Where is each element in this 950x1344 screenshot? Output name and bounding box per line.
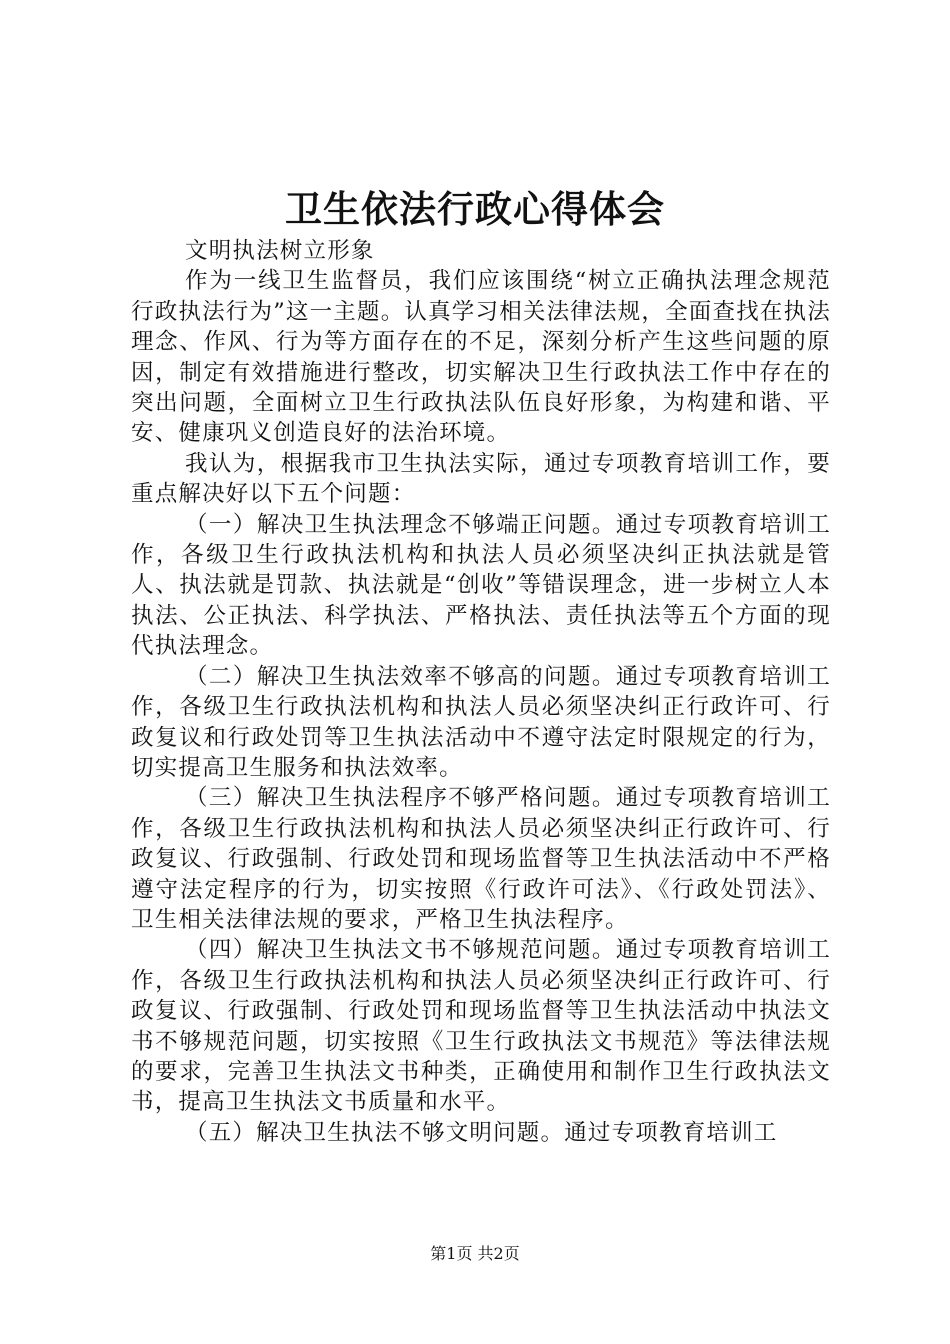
paragraph-item-2: （二）解决卫生执法效率不够高的问题。通过专项教育培训工作，各级卫生行政执法机构和执法人员必须坚决纠正行政许可、行政复议和行政处罚等卫生执法活动中不遵守法定时限规定的行为，切实提高卫生服务和执法效率。	[131, 663, 831, 781]
subheading: 文明执法树立形象	[185, 238, 375, 264]
document-title: 卫生依法行政心得体会	[285, 187, 665, 231]
document-body	[131, 236, 831, 1148]
paragraph-intro: 作为一线卫生监督员，我们应该围绕“树立正确执法理念规范行政执法行为”这一主题。认真学习相关法律法规，全面查找在执法理念、作风、行为等方面存在的不足，深刻分析产生这些问题的原因，制定有效措施进行整改，切实解决卫生行政执法工作中存在的突出问题，全面树立卫生行政执法队伍良好形象，为构建和谐、平安、健康巩义创造良好的法治环境。	[131, 268, 832, 447]
paragraph-item-5: （五）解决卫生执法不够文明问题。通过专项教育培训工	[185, 1119, 778, 1146]
paragraph-item-3: （三）解决卫生执法程序不够严格问题。通过专项教育培训工作，各级卫生行政执法机构和执法人员必须坚决纠正行政许可、行政复议、行政强制、行政处罚和现场监督等卫生执法活动中不严格遵守法定程序的行为，切实按照《行政许可法》、《行政处罚法》、卫生相关法律法规的要求，严格卫生执法程序。	[131, 785, 831, 933]
page-number-footer: 第1页 共2页	[430, 1244, 520, 1263]
paragraph-overview: 我认为，根据我市卫生执法实际，通过专项教育培训工作，要重点解决好以下五个问题：	[131, 450, 831, 508]
paragraph-item-1: （一）解决卫生执法理念不够端正问题。通过专项教育培训工作，各级卫生行政执法机构和执法人员必须坚决纠正执法就是管人、执法就是罚款、执法就是“创收”等错误理念，进一步树立人本执法、公正执法、科学执法、严格执法、责任执法等五个方面的现代执法理念。	[131, 511, 831, 660]
paragraph-item-4: （四）解决卫生执法文书不够规范问题。通过专项教育培训工作，各级卫生行政执法机构和执法人员必须坚决纠正行政许可、行政复议、行政强制、行政处罚和现场监督等卫生执法活动中执法文书不够规范问题，切实按照《卫生行政执法文书规范》等法律法规的要求，完善卫生执法文书种类，正确使用和制作卫生行政执法文书，提高卫生执法文书质量和水平。	[131, 937, 831, 1116]
